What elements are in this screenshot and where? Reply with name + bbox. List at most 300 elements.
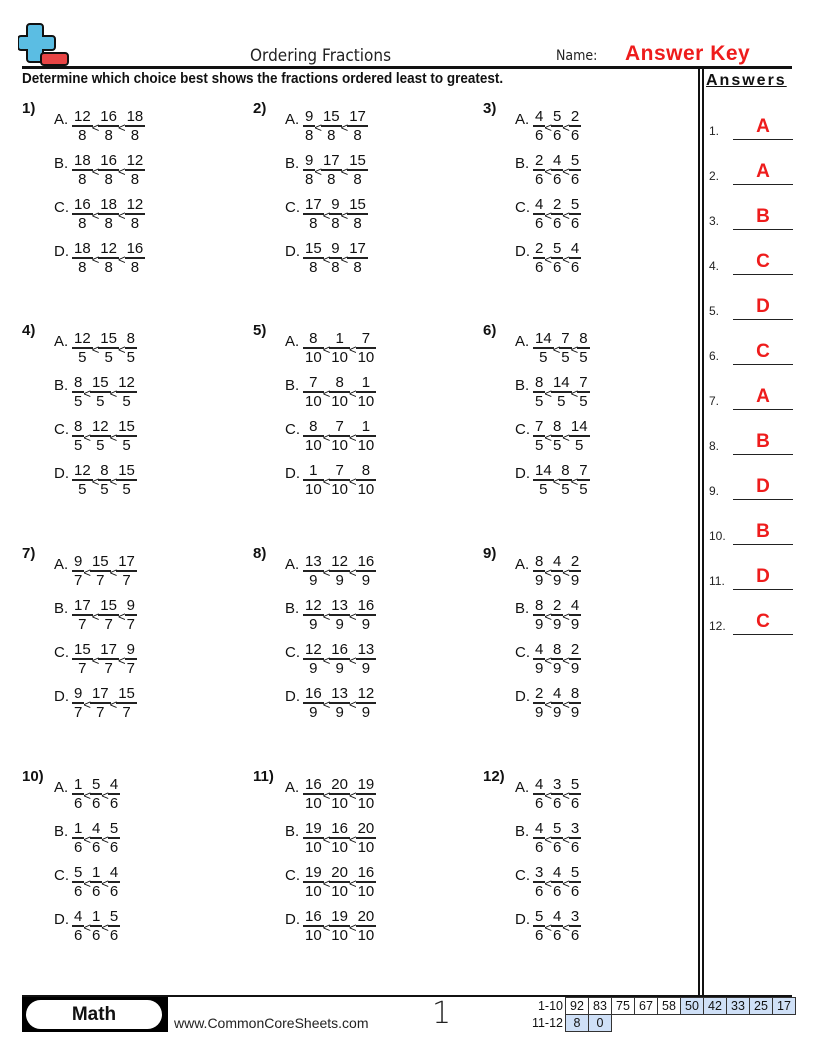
numerator: 7 [535,418,544,436]
numerator: 8 [570,685,580,703]
fraction [90,418,111,453]
denominator: 8 [78,214,87,232]
answer-choice[interactable] [285,683,376,723]
denominator: 5 [579,348,588,366]
fraction [569,685,581,720]
less-than-sign: < [117,341,126,357]
numerator: 8 [309,330,318,348]
choice-letter: C. [285,643,300,661]
less-than-sign: < [83,429,91,445]
numerator: 20 [357,820,375,838]
denominator: 6 [552,170,562,188]
denominator: 7 [104,659,113,677]
denominator: 6 [552,882,562,900]
answer-choice[interactable] [54,372,137,412]
numerator: 7 [579,374,588,392]
denominator: 6 [570,882,580,900]
problem [253,100,453,290]
numerator: 16 [305,776,322,794]
less-than-sign: < [562,429,570,445]
answer-value: D [756,296,770,317]
denominator: 5 [575,436,584,454]
choice-letter: B. [54,154,69,172]
fraction [98,108,119,143]
choice-letter: C. [285,198,300,216]
denominator: 9 [535,571,544,589]
denominator: 6 [74,838,83,856]
answer-choice[interactable] [285,328,376,368]
answer-choice[interactable] [54,460,137,500]
choice-letter: B. [285,376,300,394]
denominator: 8 [130,126,140,144]
numerator: 15 [91,553,109,571]
numerator: 9 [331,240,340,258]
answer-choice[interactable] [515,774,581,814]
answer-choice[interactable] [515,328,590,368]
denominator: 10 [357,926,375,944]
answer-choice[interactable] [515,194,581,234]
answer-number: 9. [709,484,720,498]
numerator: 19 [357,776,375,794]
answer-choice[interactable] [54,106,145,146]
answer-choice[interactable] [54,818,120,858]
numerator: 17 [322,152,340,170]
less-than-sign: < [91,163,100,179]
score-cell: 83 [588,997,612,1015]
problem [253,545,453,735]
subject-label: Math [26,1000,162,1029]
answer-choice[interactable] [54,774,120,814]
numerator: 1 [361,374,371,392]
denominator: 6 [570,126,580,144]
denominator: 8 [331,258,340,276]
less-than-sign: < [314,119,322,135]
numerator: 7 [579,462,588,480]
denominator: 7 [78,659,87,677]
answer-blank-line [733,589,793,591]
answer-choice[interactable] [54,639,137,679]
denominator: 5 [539,348,548,366]
numerator: 15 [118,685,135,703]
numerator: 16 [100,152,117,170]
answer-choice[interactable] [515,906,581,946]
less-than-sign: < [340,207,349,223]
answer-choice[interactable] [54,683,137,723]
denominator: 9 [535,703,544,721]
denominator: 9 [361,659,371,677]
denominator: 7 [96,571,105,589]
answer-choice[interactable] [54,150,145,190]
choice-letter: A. [285,110,300,128]
numerator: 17 [349,240,366,258]
answer-choice[interactable] [515,683,581,723]
denominator: 5 [100,480,109,498]
answer-choice[interactable] [54,551,137,591]
denominator: 9 [535,659,544,677]
fraction [569,776,581,811]
numerator: 4 [535,641,544,659]
less-than-sign: < [348,341,357,357]
denominator: 8 [331,214,340,232]
answer-choice[interactable] [515,416,590,456]
answer-value: A [756,386,770,407]
answer-choice[interactable] [285,551,376,591]
denominator: 10 [357,348,375,366]
answer-number: 12. [709,619,726,633]
answer-choice[interactable] [54,328,137,368]
denominator: 10 [331,926,348,944]
denominator: 8 [78,170,87,188]
answer-number: 5. [709,304,720,318]
less-than-sign: < [562,608,570,624]
worksheet-title: Ordering Fractions [250,46,392,66]
answer-choice[interactable] [54,194,145,234]
fraction [125,330,137,365]
fraction [329,908,350,943]
choice-letter: C. [515,420,530,438]
answer-blank-line [733,184,793,186]
answer-choice[interactable] [285,150,368,190]
denominator: 6 [109,838,119,856]
denominator: 10 [305,436,322,454]
answer-choice[interactable] [285,818,376,858]
score-cell: 0 [588,1014,612,1032]
fraction [98,641,119,676]
denominator: 6 [74,882,83,900]
problem-number: 6) [483,322,497,339]
numerator: 16 [357,864,375,882]
numerator: 16 [357,553,375,571]
less-than-sign: < [117,608,126,624]
answer-choice[interactable] [285,774,376,814]
answer-choice[interactable] [515,595,581,635]
denominator: 5 [552,436,562,454]
answer-number: 4. [709,259,720,273]
numerator: 2 [552,196,562,214]
denominator: 6 [535,882,544,900]
score-cell: 75 [611,997,635,1015]
less-than-sign: < [562,119,570,135]
numerator: 9 [74,685,83,703]
denominator: 8 [104,258,113,276]
fraction [347,196,368,231]
fraction [356,462,377,497]
fraction [356,908,377,943]
answer-choice[interactable] [285,595,376,635]
fraction [533,462,554,497]
answer-choice[interactable] [285,460,376,500]
denominator: 6 [535,214,544,232]
numerator: 8 [535,553,544,571]
answer-choice[interactable] [285,862,376,902]
fraction [329,685,350,720]
numerator: 4 [535,196,544,214]
choice-letter: D. [54,687,69,705]
score-cell: 33 [726,997,750,1015]
answer-choice[interactable] [515,639,581,679]
answer-choice[interactable] [515,818,581,858]
denominator: 10 [305,392,322,410]
denominator: 6 [91,838,101,856]
numerator: 16 [100,108,117,126]
choice-letter: B. [515,376,530,394]
numerator: 4 [535,108,544,126]
numerator: 15 [100,330,117,348]
fraction [303,776,324,811]
denominator: 9 [309,659,318,677]
problem-number: 9) [483,545,497,562]
fraction [90,553,111,588]
denominator: 7 [104,615,113,633]
numerator: 12 [305,597,322,615]
less-than-sign: < [544,564,552,580]
answer-value: A [756,161,770,182]
choice-letter: A. [515,110,530,128]
less-than-sign: < [322,787,331,803]
denominator: 7 [74,703,83,721]
numerator: 8 [74,418,83,436]
choice-letter: D. [285,242,300,260]
less-than-sign: < [348,919,357,935]
numerator: 17 [349,108,366,126]
answer-choice[interactable] [515,106,581,146]
numerator: 3 [552,776,562,794]
denominator: 8 [78,126,87,144]
numerator: 7 [361,330,371,348]
fraction [356,820,377,855]
denominator: 6 [570,214,580,232]
choice-letter: D. [54,464,69,482]
choice-letter: B. [285,822,300,840]
less-than-sign: < [322,564,331,580]
answer-choice[interactable] [515,150,581,190]
numerator: 20 [331,864,348,882]
choice-letter: C. [54,198,69,216]
answer-choice[interactable] [285,194,368,234]
less-than-sign: < [562,875,570,891]
score-range-label: 1-10 [537,998,563,1013]
denominator: 5 [104,348,113,366]
fraction [125,597,137,632]
fraction [125,240,146,275]
numerator: 5 [552,820,562,838]
less-than-sign: < [348,831,357,847]
denominator: 8 [130,258,140,276]
score-cell: 92 [565,997,589,1015]
answer-number: 2. [709,169,720,183]
less-than-sign: < [109,429,118,445]
numerator: 1 [361,418,371,436]
numerator: 12 [305,641,322,659]
denominator: 8 [104,170,113,188]
answer-choice[interactable] [54,906,120,946]
denominator: 8 [104,214,113,232]
denominator: 6 [535,258,544,276]
numerator: 16 [74,196,91,214]
numerator: 15 [349,152,366,170]
answer-choice[interactable] [515,551,581,591]
less-than-sign: < [322,696,331,712]
fraction [72,196,93,231]
score-cell: 67 [634,997,658,1015]
header-divider [22,66,792,69]
choice-letter: A. [285,332,300,350]
denominator: 10 [331,436,348,454]
answers-heading: Answers [706,72,787,89]
denominator: 6 [552,926,562,944]
problem-number: 5) [253,322,267,339]
numerator: 14 [535,330,552,348]
denominator: 10 [305,480,322,498]
numerator: 5 [570,864,580,882]
less-than-sign: < [109,473,118,489]
numerator: 8 [100,462,109,480]
less-than-sign: < [340,119,349,135]
answer-number: 1. [709,124,720,138]
score-range-label: 11-12 [531,1015,563,1030]
score-cell: 25 [749,997,773,1015]
answer-choice[interactable] [515,862,581,902]
fraction [72,152,93,187]
numerator: 5 [570,152,580,170]
answer-choice[interactable] [285,238,368,278]
problem [22,322,222,512]
numerator: 16 [357,597,375,615]
fraction [116,685,137,720]
less-than-sign: < [322,608,331,624]
fraction [329,418,350,453]
denominator: 5 [78,348,87,366]
numerator: 4 [74,908,83,926]
answer-choice[interactable] [285,906,376,946]
denominator: 8 [78,258,87,276]
fraction [116,553,137,588]
answer-choice[interactable] [54,416,137,456]
denominator: 5 [535,436,544,454]
fraction [303,462,324,497]
denominator: 5 [579,480,588,498]
numerator: 5 [74,864,83,882]
less-than-sign: < [544,251,552,267]
numerator: 20 [357,908,375,926]
answer-choice[interactable] [54,862,120,902]
numerator: 15 [100,597,117,615]
denominator: 8 [309,214,318,232]
numerator: 4 [552,685,562,703]
less-than-sign: < [348,875,357,891]
less-than-sign: < [91,652,100,668]
choice-letter: B. [515,154,530,172]
denominator: 8 [353,170,362,188]
choice-letter: C. [285,420,300,438]
choice-letter: D. [515,910,530,928]
answer-choice[interactable] [285,416,376,456]
denominator: 10 [331,882,348,900]
answer-choice[interactable] [54,595,137,635]
choice-letter: D. [515,242,530,260]
less-than-sign: < [544,119,552,135]
answer-row [709,247,793,277]
problem-number: 1) [22,100,36,117]
denominator: 8 [353,214,362,232]
numerator: 12 [357,685,375,703]
choice-letter: A. [54,778,69,796]
denominator: 6 [91,926,101,944]
answer-choice[interactable] [54,238,145,278]
website-link[interactable]: www.CommonCoreSheets.com [174,1015,369,1031]
numerator: 12 [126,196,144,214]
fraction [329,553,350,588]
fraction [356,418,377,453]
denominator: 6 [570,258,580,276]
answer-choice[interactable] [515,238,581,278]
problem [22,100,222,290]
less-than-sign: < [91,473,100,489]
less-than-sign: < [562,652,570,668]
problem [483,100,683,290]
answers-divider [702,69,704,997]
fraction [347,240,368,275]
denominator: 8 [353,126,362,144]
denominator: 9 [552,615,562,633]
denominator: 10 [305,838,322,856]
denominator: 10 [305,794,322,812]
denominator: 6 [552,838,562,856]
less-than-sign: < [340,251,349,267]
choice-letter: D. [54,242,69,260]
choice-letter: C. [285,866,300,884]
less-than-sign: < [348,564,357,580]
problem [253,768,453,958]
problem-number: 11) [253,768,274,785]
denominator: 10 [331,392,348,410]
answer-choice[interactable] [515,372,590,412]
numerator: 13 [331,597,348,615]
numerator: 2 [552,597,562,615]
fraction [116,462,137,497]
numerator: 17 [305,196,322,214]
answer-choice[interactable] [285,106,368,146]
fraction [321,152,342,187]
choice-letter: A. [515,332,530,350]
numerator: 4 [570,240,580,258]
fraction [72,240,93,275]
answer-value: D [756,566,770,587]
numerator: 12 [331,553,348,571]
answer-value: B [756,431,770,452]
answer-choice[interactable] [285,639,376,679]
denominator: 5 [539,480,548,498]
denominator: 5 [579,392,588,410]
numerator: 9 [305,108,314,126]
fraction [303,240,324,275]
numerator: 16 [331,820,348,838]
numerator: 12 [74,330,91,348]
numerator: 15 [118,462,135,480]
denominator: 7 [74,571,83,589]
denominator: 10 [357,838,375,856]
numerator: 12 [118,374,135,392]
denominator: 7 [126,659,135,677]
denominator: 6 [552,258,562,276]
answer-choice[interactable] [285,372,376,412]
denominator: 9 [335,571,344,589]
fraction [356,776,377,811]
answer-choice[interactable] [515,460,590,500]
numerator: 13 [331,685,348,703]
problem [22,768,222,958]
denominator: 5 [561,480,570,498]
